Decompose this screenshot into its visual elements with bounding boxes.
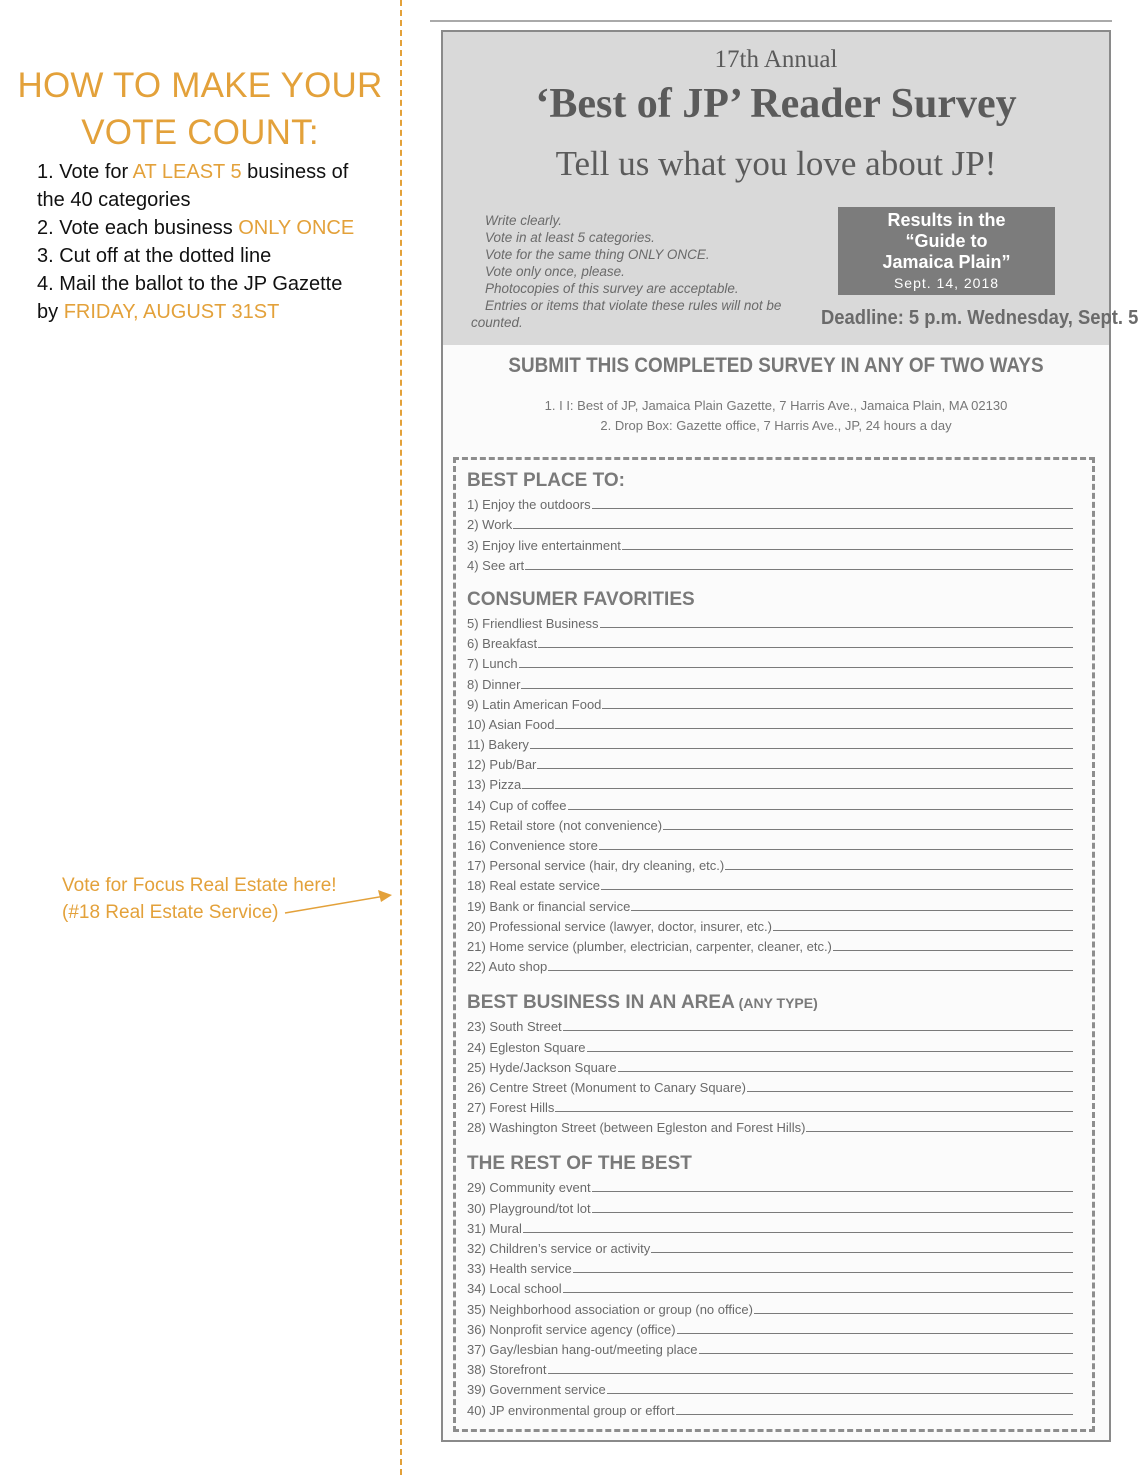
write-in-line[interactable] bbox=[651, 1252, 1073, 1253]
write-in-line[interactable] bbox=[568, 809, 1074, 810]
ballot-category bbox=[467, 954, 1073, 974]
write-in-line[interactable] bbox=[618, 1071, 1073, 1072]
ballot-category bbox=[467, 692, 1073, 712]
ballot-category bbox=[467, 671, 1073, 691]
ballot-category bbox=[467, 873, 1073, 893]
category-label: 8) Dinner bbox=[467, 676, 521, 692]
section-title-text: CONSUMER FAVORITIES bbox=[467, 588, 695, 610]
results-badge bbox=[838, 207, 1055, 295]
results-line2: “Guide to bbox=[905, 231, 988, 251]
instructions-panel bbox=[0, 0, 400, 1475]
instruction-text: by bbox=[37, 301, 64, 323]
section-title bbox=[467, 1153, 1073, 1175]
write-in-line[interactable] bbox=[806, 1131, 1073, 1132]
survey-rule: Vote only once, please. bbox=[485, 264, 625, 279]
instruction-text: 2. Vote each business bbox=[37, 217, 239, 239]
ballot-category bbox=[467, 1276, 1073, 1296]
ballot-category bbox=[467, 553, 1073, 573]
category-label: 3) Enjoy live entertainment bbox=[467, 537, 621, 553]
write-in-line[interactable] bbox=[602, 708, 1073, 709]
instruction-step bbox=[37, 242, 382, 270]
category-label: 31) Mural bbox=[467, 1220, 522, 1236]
ballot-category bbox=[467, 1317, 1073, 1337]
instructions-title-line1: HOW TO MAKE YOUR bbox=[17, 66, 383, 105]
write-in-line[interactable] bbox=[773, 930, 1073, 931]
write-in-line[interactable] bbox=[747, 1091, 1073, 1092]
annual-label: 17th Annual bbox=[714, 46, 838, 73]
category-label: 12) Pub/Bar bbox=[467, 757, 537, 773]
category-label: 11) Bakery bbox=[467, 737, 529, 753]
write-in-line[interactable] bbox=[600, 627, 1074, 628]
write-in-line[interactable] bbox=[519, 667, 1073, 668]
survey-rule: counted. bbox=[471, 315, 523, 330]
category-label: 10) Asian Food bbox=[467, 716, 555, 732]
submit-method-mail: 1. I I: Best of JP, Jamaica Plain Gazette, 7 Harris Ave., Jamaica Plain, MA 02130 bbox=[544, 398, 1008, 413]
write-in-line[interactable] bbox=[607, 1393, 1073, 1394]
ballot-category bbox=[467, 611, 1073, 631]
category-label: 29) Community event bbox=[467, 1180, 591, 1196]
write-in-line[interactable] bbox=[555, 728, 1073, 729]
pointer-arrow-icon bbox=[280, 880, 400, 920]
category-label: 18) Real estate service bbox=[467, 878, 600, 894]
ballot-category bbox=[467, 732, 1073, 752]
ballot-category bbox=[467, 833, 1073, 853]
write-in-line[interactable] bbox=[699, 1353, 1073, 1354]
survey-section bbox=[467, 1153, 1073, 1417]
write-in-line[interactable] bbox=[548, 1373, 1074, 1374]
clipping-edge bbox=[430, 20, 1112, 22]
instruction-step bbox=[37, 270, 382, 298]
submit-title: SUBMIT THIS COMPLETED SURVEY IN ANY OF TWO WAYS bbox=[508, 354, 1044, 377]
category-label: 19) Bank or financial service bbox=[467, 898, 631, 914]
category-label: 40) JP environmental group or effort bbox=[467, 1402, 675, 1418]
instructions-title bbox=[0, 62, 400, 156]
ballot-category bbox=[467, 492, 1073, 512]
ballot-category bbox=[467, 934, 1073, 954]
ballot-category bbox=[467, 631, 1073, 651]
instructions-steps bbox=[37, 158, 382, 326]
write-in-line[interactable] bbox=[525, 569, 1073, 570]
ballot-category bbox=[467, 1095, 1073, 1115]
category-label: 1) Enjoy the outdoors bbox=[467, 497, 591, 513]
instruction-text: 1. Vote for bbox=[37, 161, 133, 183]
instruction-highlight: FRIDAY, AUGUST 31ST bbox=[63, 301, 280, 323]
instruction-step bbox=[37, 214, 382, 242]
section-title-text: THE REST OF THE BEST bbox=[467, 1153, 692, 1175]
category-label: 27) Forest Hills bbox=[467, 1100, 555, 1116]
instruction-step bbox=[37, 298, 382, 326]
ballot-category bbox=[467, 813, 1073, 833]
write-in-line[interactable] bbox=[592, 1212, 1073, 1213]
write-in-line[interactable] bbox=[676, 1414, 1073, 1415]
category-label: 26) Centre Street (Monument to Canary Square) bbox=[467, 1079, 746, 1095]
write-in-line[interactable] bbox=[599, 849, 1073, 850]
category-label: 32) Children’s service or activity bbox=[467, 1241, 651, 1256]
category-label: 16) Convenience store bbox=[467, 838, 598, 853]
survey-ballot bbox=[441, 30, 1139, 1442]
survey-section bbox=[467, 589, 1073, 974]
category-label: 24) Egleston Square bbox=[467, 1039, 586, 1055]
section-title bbox=[467, 470, 1073, 492]
survey-section bbox=[467, 992, 1073, 1135]
section-title-text: BEST BUSINESS IN AN AREA bbox=[467, 992, 735, 1014]
ballot-category bbox=[467, 772, 1073, 792]
category-label: 5) Friendliest Business bbox=[467, 615, 599, 631]
ballot-category bbox=[467, 893, 1073, 913]
write-in-line[interactable] bbox=[663, 829, 1073, 830]
write-in-line[interactable] bbox=[601, 889, 1073, 890]
category-label: 14) Cup of coffee bbox=[467, 797, 567, 813]
category-label: 35) Neighborhood association or group (no office) bbox=[467, 1301, 753, 1317]
write-in-line[interactable] bbox=[537, 768, 1073, 769]
category-label: 30) Playground/tot lot bbox=[467, 1200, 591, 1216]
ballot-category bbox=[467, 752, 1073, 772]
category-label: 20) Professional service (lawyer, doctor, insurer, etc.) bbox=[467, 918, 772, 934]
write-in-line[interactable] bbox=[538, 647, 1073, 648]
instruction-text: 3. Cut off at the dotted line bbox=[37, 245, 272, 267]
ballot-category bbox=[467, 1055, 1073, 1075]
instructions-title-line2: VOTE COUNT: bbox=[81, 113, 319, 152]
section-title-text: BEST PLACE TO: bbox=[467, 470, 625, 491]
write-in-line[interactable] bbox=[522, 788, 1073, 789]
survey-rule: Write clearly. bbox=[485, 213, 563, 228]
ballot-category bbox=[467, 1377, 1073, 1397]
instruction-highlight: AT LEAST 5 bbox=[132, 161, 242, 183]
category-label: 4) See art bbox=[467, 557, 525, 573]
write-in-line[interactable] bbox=[833, 950, 1073, 951]
submit-method-dropbox: 2. Drop Box: Gazette office, 7 Harris Ave., JP, 24 hours a day bbox=[600, 418, 952, 433]
write-in-line[interactable] bbox=[754, 1313, 1073, 1314]
section-title bbox=[467, 992, 1073, 1014]
ballot-category bbox=[467, 712, 1073, 732]
category-label: 9) Latin American Food bbox=[467, 696, 602, 712]
write-in-line[interactable] bbox=[513, 528, 1073, 529]
write-in-line[interactable] bbox=[631, 910, 1073, 911]
survey-section bbox=[467, 470, 1073, 573]
ballot-category bbox=[467, 1175, 1073, 1195]
deadline-text: Deadline: 5 p.m. Wednesday, Sept. 5 bbox=[821, 307, 1139, 329]
ballot-category bbox=[467, 1256, 1073, 1276]
survey-rule: Photocopies of this survey are acceptable. bbox=[485, 281, 739, 296]
category-label: 33) Health service bbox=[467, 1261, 572, 1277]
category-label: 22) Auto shop bbox=[467, 959, 548, 975]
results-date: Sept. 14, 2018 bbox=[893, 275, 1000, 291]
survey-rule: Vote in at least 5 categories. bbox=[485, 230, 655, 245]
category-label: 7) Lunch bbox=[467, 656, 518, 672]
survey-tagline: Tell us what you love about JP! bbox=[555, 144, 997, 183]
category-label: 28) Washington Street (between Egleston and Forest Hills) bbox=[467, 1120, 806, 1136]
instruction-step bbox=[37, 158, 382, 186]
focus-note-line1: Vote for Focus Real Estate here! bbox=[62, 875, 337, 896]
ballot-category bbox=[467, 1236, 1073, 1256]
write-in-line[interactable] bbox=[563, 1292, 1073, 1293]
ballot-category bbox=[467, 1195, 1073, 1215]
ballot-category bbox=[467, 651, 1073, 671]
ballot-category bbox=[467, 853, 1073, 873]
ballot-category bbox=[467, 1034, 1073, 1054]
category-label: 37) Gay/lesbian hang-out/meeting place bbox=[467, 1341, 698, 1357]
category-label: 38) Storefront bbox=[467, 1362, 547, 1378]
write-in-line[interactable] bbox=[592, 508, 1073, 509]
survey-sections bbox=[467, 470, 1073, 1418]
instruction-text: 4. Mail the ballot to the JP Gazette bbox=[37, 273, 343, 295]
section-title bbox=[467, 589, 1073, 611]
ballot-category bbox=[467, 1397, 1073, 1417]
category-label: 36) Nonprofit service agency (office) bbox=[467, 1321, 676, 1337]
category-label: 15) Retail store (not convenience) bbox=[467, 817, 663, 833]
survey-title: ‘Best of JP’ Reader Survey bbox=[535, 81, 1017, 127]
submit-methods bbox=[443, 396, 1109, 436]
instruction-step bbox=[37, 186, 382, 214]
ballot-category bbox=[467, 1014, 1073, 1034]
write-in-line[interactable] bbox=[592, 1191, 1073, 1192]
write-in-line[interactable] bbox=[523, 1232, 1073, 1233]
survey-rules bbox=[471, 212, 811, 331]
write-in-line[interactable] bbox=[587, 1051, 1073, 1052]
category-label: 23) South Street bbox=[467, 1019, 562, 1035]
instruction-text: the 40 categories bbox=[37, 189, 191, 211]
results-line1: Results in the bbox=[887, 210, 1006, 230]
ballot-category bbox=[467, 1357, 1073, 1377]
results-line3: Jamaica Plain” bbox=[882, 252, 1011, 272]
ballot-category bbox=[467, 1337, 1073, 1357]
category-label: 2) Work bbox=[467, 517, 513, 533]
ballot-category bbox=[467, 1296, 1073, 1316]
ballot-category bbox=[467, 532, 1073, 552]
ballot-category bbox=[467, 512, 1073, 532]
ballot-category bbox=[467, 1075, 1073, 1095]
focus-note-line2: (#18 Real Estate Service) bbox=[62, 902, 279, 923]
survey-rule: Vote for the same thing ONLY ONCE. bbox=[485, 247, 710, 262]
ballot-category bbox=[467, 792, 1073, 812]
category-label: 6) Breakfast bbox=[467, 636, 538, 652]
write-in-line[interactable] bbox=[677, 1333, 1073, 1334]
write-in-line[interactable] bbox=[573, 1272, 1073, 1273]
category-label: 34) Local school bbox=[467, 1281, 562, 1297]
ballot-category bbox=[467, 1115, 1073, 1135]
cut-dotted-line bbox=[400, 0, 402, 1475]
instruction-highlight: ONLY ONCE bbox=[238, 217, 355, 239]
category-label: 25) Hyde/Jackson Square bbox=[467, 1059, 617, 1075]
write-in-line[interactable] bbox=[548, 970, 1073, 971]
ballot-category bbox=[467, 1216, 1073, 1236]
section-title-suffix: (ANY TYPE) bbox=[734, 995, 818, 1012]
ballot-header bbox=[443, 32, 1139, 345]
category-label: 21) Home service (plumber, electrician, carpenter, cleaner, etc.) bbox=[467, 938, 832, 954]
write-in-line[interactable] bbox=[521, 688, 1073, 689]
category-label: 17) Personal service (hair, dry cleaning, etc.) bbox=[467, 858, 725, 874]
write-in-line[interactable] bbox=[563, 1030, 1073, 1031]
write-in-line[interactable] bbox=[530, 748, 1073, 749]
instruction-text: business of bbox=[241, 161, 349, 183]
write-in-line[interactable] bbox=[725, 869, 1073, 870]
category-label: 39) Government service bbox=[467, 1382, 606, 1398]
survey-rule: Entries or items that violate these rules will not be bbox=[485, 298, 782, 313]
ballot-category bbox=[467, 914, 1073, 934]
write-in-line[interactable] bbox=[622, 549, 1073, 550]
category-label: 13) Pizza bbox=[467, 777, 522, 793]
write-in-line[interactable] bbox=[555, 1111, 1073, 1112]
